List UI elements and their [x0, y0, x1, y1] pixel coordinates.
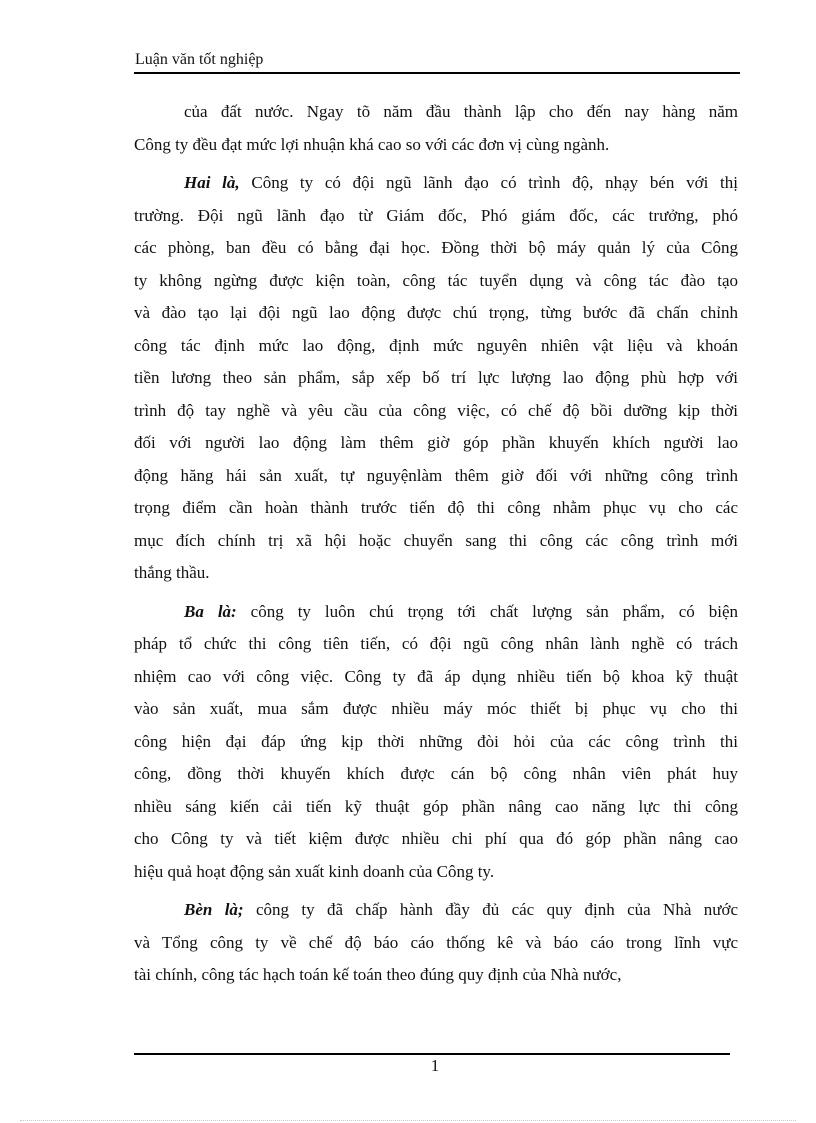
text-line: công hiện đại đáp ứng kịp thời những đòi hỏi của các công trình thi [134, 731, 738, 751]
text-line: và Tổng công ty về chế độ báo cáo thống kê và báo cáo trong lĩnh vực [134, 932, 738, 952]
text-line [134, 596, 738, 629]
document-body [134, 96, 738, 998]
paragraph-first-line-text: công ty đã chấp hành đầy đủ các quy định của Nhà nước [243, 900, 738, 919]
paragraph-lead: Bèn là; [184, 900, 244, 919]
text-line: các phòng, ban đều có bằng đại học. Đồng thời bộ máy quản lý của Công [134, 238, 738, 257]
page-header [134, 50, 740, 74]
text-line: và đào tạo lại đội ngũ lao động được chú trọng, từng bước đã chấn chỉnh [134, 303, 738, 322]
text-line: nhiều sáng kiến cải tiến kỹ thuật góp phần nâng cao năng lực thi công [134, 796, 738, 816]
text-line: tài chính, công tác hạch toán kế toán theo đúng quy định của Nhà nước, [134, 965, 622, 984]
text-line: tiền lương theo sản phẩm, sắp xếp bố trí lực lượng lao động phù hợp với [134, 368, 738, 387]
text-line: hiệu quả hoạt động sản xuất kinh doanh của Công ty. [134, 861, 495, 881]
header-title: Luận văn tốt nghiệp [135, 51, 264, 68]
text-line: động hăng hái sản xuất, tự nguyệnlàm thêm giờ đối với những công trình [134, 465, 738, 485]
text-line: mục đích chính trị xã hội hoặc chuyển sang thi công các công trình mới [134, 530, 738, 550]
paragraph-ba-la [134, 596, 738, 889]
footer-rule [134, 1053, 730, 1055]
text-line: thắng thầu. [134, 563, 210, 582]
paragraph-ben-la [134, 894, 738, 992]
text-line: Công ty đều đạt mức lợi nhuận khá cao so với các đơn vị cùng ngành. [134, 134, 610, 154]
text-line: vào sản xuất, mua sắm được nhiều máy móc thiết bị phục vụ cho thi [134, 699, 738, 718]
text-line: nhiệm cao với công việc. Công ty đã áp dụng nhiều tiến bộ khoa kỹ thuật [134, 666, 738, 686]
paragraph-continuation [134, 96, 738, 161]
page-number: 1 [430, 1056, 440, 1075]
paragraph-first-line-text: Công ty có đội ngũ lãnh đạo có trình độ, nhạy bén với thị [239, 173, 738, 192]
page-bottom-dotted-edge [20, 1120, 796, 1121]
paragraph-lead: Hai là, [184, 173, 240, 192]
text-line: đối với người lao động làm thêm giờ góp phần khuyến khích người lao [134, 433, 738, 452]
text-line: cho Công ty và tiết kiệm được nhiều chi phí qua đó góp phần nâng cao [134, 829, 738, 848]
text-line: ty không ngừng được kiện toàn, công tác tuyển dụng và công tác đào tạo [134, 270, 738, 290]
text-line: công, đồng thời khuyến khích được cán bộ công nhân viên phát huy [134, 764, 738, 783]
text-line: trọng điểm cần hoàn thành trước tiến độ thi công nhằm phục vụ cho các [134, 498, 738, 517]
text-line: công tác định mức lao động, định mức nguyên nhiên vật liệu và khoán [134, 335, 738, 355]
text-line: của đất nước. Ngay tõ năm đầu thành lập cho đến nay hàng năm [184, 102, 738, 121]
paragraph-hai-la [134, 167, 738, 590]
text-line: trình độ tay nghề và yêu cầu của công việc, có chế độ bồi dưỡng kịp thời [134, 400, 738, 420]
text-line [134, 167, 738, 200]
text-line [134, 894, 738, 927]
text-line: trường. Đội ngũ lãnh đạo từ Giám đốc, Phó giám đốc, các trưởng, phó [134, 205, 738, 225]
paragraph-first-line-text: công ty luôn chú trọng tới chất lượng sản phẩm, có biện [236, 601, 738, 621]
text-line: pháp tổ chức thi công tiên tiến, có đội ngũ công nhân lành nghề có trách [134, 634, 738, 653]
paragraph-lead: Ba là: [184, 601, 237, 621]
